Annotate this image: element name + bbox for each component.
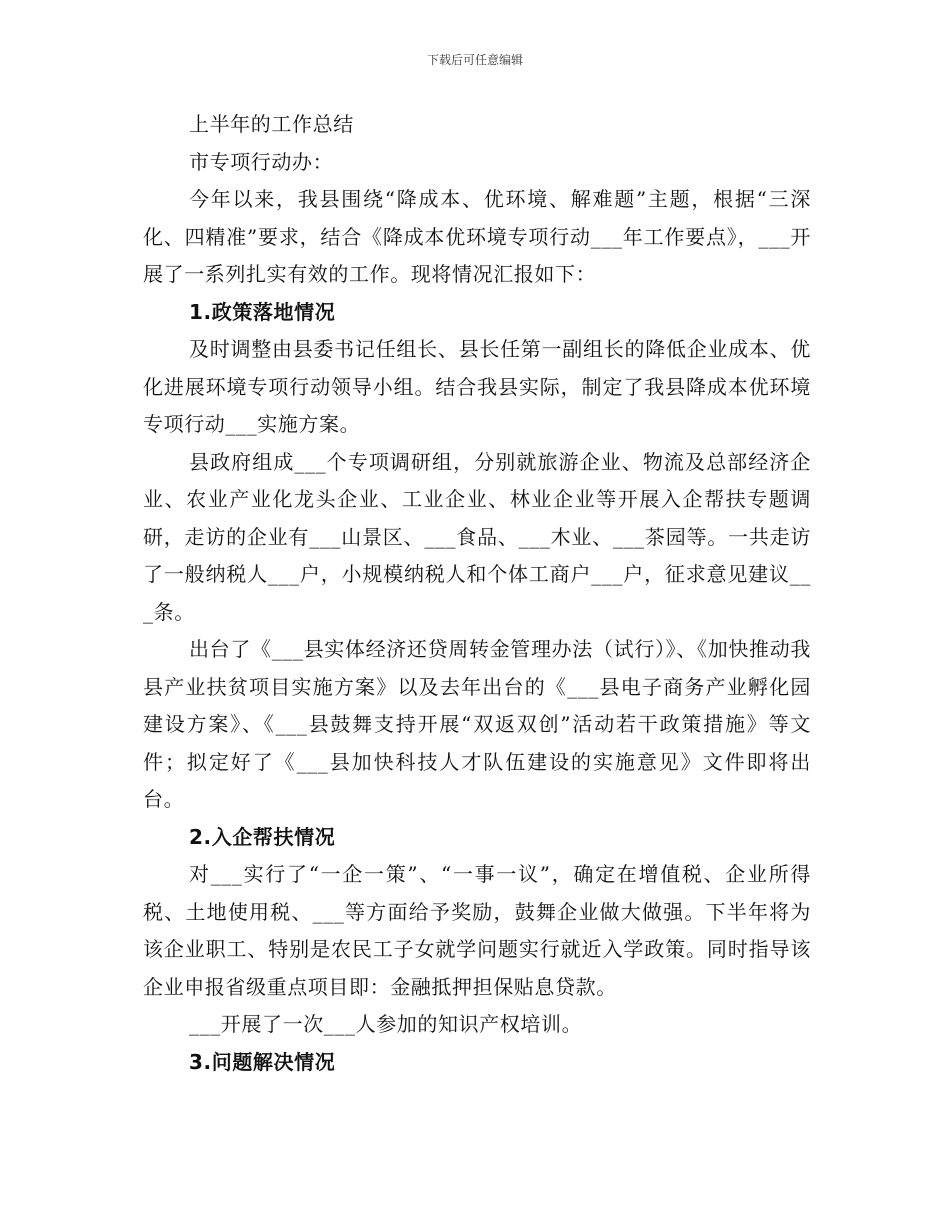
document-body (143, 106, 811, 1081)
paragraph: 出台了《___县实体经济还贷周转金管理办法（试行）》、《加快推动我县产业扶贫项目实施方案》以及去年出台的《___县电子商务产业孵化园建设方案》、《___县鼓舞支持开展“双返双创”活动若干政策措施》等文件；拟定好了《___县加快科技人才队伍建设的实施意见》文件即将出台。 (143, 637, 811, 811)
page-header: 下载后可任意编辑 (426, 53, 523, 67)
paragraph: 及时调整由县委书记任组长、县长任第一副组长的降低企业成本、优化进展环境专项行动领导小组。结合我县实际，制定了我县降成本优环境专项行动___实施方案。 (143, 337, 811, 436)
intro-paragraph: 今年以来，我县围绕“降成本、优环境、解难题”主题，根据“三深化、四精准”要求，结合《降成本优环境专项行动___年工作要点》，___开展了一系列扎实有效的工作。现将情况汇报如下： (143, 187, 811, 286)
section-heading-policy: 1.政策落地情况 (189, 299, 336, 324)
section-heading-problems: 3.问题解决情况 (189, 1049, 336, 1074)
document-title: 上半年的工作总结 (189, 112, 354, 136)
paragraph: ___开展了一次___人参加的知识产权培训。 (189, 1012, 583, 1036)
paragraph: 县政府组成___个专项调研组，分别就旅游企业、物流及总部经济企业、农业产业化龙头企业、工业企业、林业企业等开展入企帮扶专题调研，走访的企业有___山景区、___食品、___木业、___茶园等。一共走访了一般纳税人___户，小规模纳税人和个体工商户___户，征求意见建议___条。 (143, 449, 811, 624)
recipient-line: 市专项行动办： (189, 149, 334, 174)
paragraph: 对___实行了“一企一策”、“一事一议”，确定在增值税、企业所得税、土地使用税、___等方面给予奖励，鼓舞企业做大做强。下半年将为该企业职工、特别是农民工子女就学问题实行就近入学政策。同时指导该企业申报省级重点项目即：金融抵押担保贴息贷款。 (143, 862, 811, 999)
section-heading-assistance: 2.入企帮扶情况 (189, 824, 336, 849)
